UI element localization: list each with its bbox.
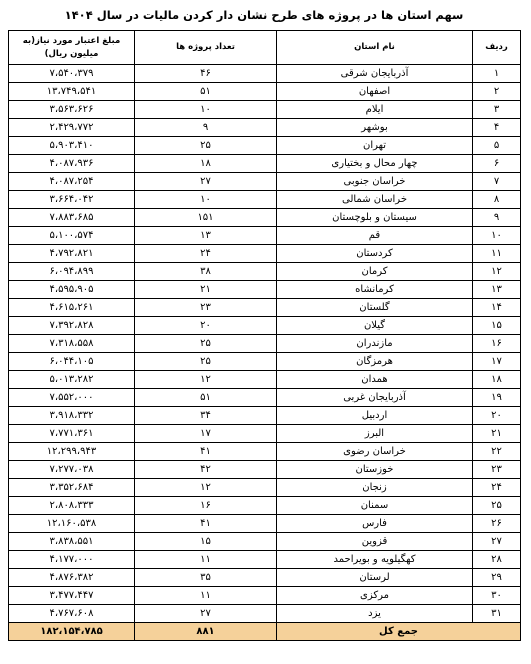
province-name: اصفهان [277,83,473,101]
table-row [9,497,521,515]
credit-amount: ۲،۸۰۸،۳۳۳ [9,497,135,515]
project-count: ۲۷ [135,605,277,623]
row-index: ۱۱ [473,245,521,263]
project-count: ۱۵ [135,533,277,551]
row-index: ۸ [473,191,521,209]
table-row [9,353,521,371]
credit-amount: ۷،۵۴۰،۳۷۹ [9,65,135,83]
table-row [9,407,521,425]
row-index: ۱۸ [473,371,521,389]
row-index: ۹ [473,209,521,227]
credit-amount: ۲،۴۲۹،۷۷۲ [9,119,135,137]
project-count: ۱۲ [135,479,277,497]
row-index: ۱۲ [473,263,521,281]
header-idx: ردیف [473,31,521,65]
province-name: سمنان [277,497,473,515]
credit-amount: ۴،۸۷۶،۳۸۲ [9,569,135,587]
row-index: ۱۰ [473,227,521,245]
table-row [9,335,521,353]
credit-amount: ۵،۰۱۳،۲۸۲ [9,371,135,389]
credit-amount: ۴،۱۷۷،۰۰۰ [9,551,135,569]
project-count: ۱۰ [135,191,277,209]
table-row [9,587,521,605]
row-index: ۲۷ [473,533,521,551]
table-row [9,551,521,569]
project-count: ۳۴ [135,407,277,425]
credit-amount: ۴،۷۹۲،۸۲۱ [9,245,135,263]
row-index: ۲۵ [473,497,521,515]
row-index: ۷ [473,173,521,191]
table-row [9,479,521,497]
project-count: ۹ [135,119,277,137]
table-row [9,155,521,173]
table-row [9,227,521,245]
credit-amount: ۶،۰۹۴،۸۹۹ [9,263,135,281]
table-row [9,209,521,227]
table-row [9,299,521,317]
table-row [9,281,521,299]
credit-amount: ۴،۰۸۷،۹۳۶ [9,155,135,173]
project-count: ۲۱ [135,281,277,299]
credit-amount: ۴،۶۱۵،۲۶۱ [9,299,135,317]
header-province: نام استان [277,31,473,65]
project-count: ۱۳ [135,227,277,245]
province-name: ایلام [277,101,473,119]
row-index: ۲۰ [473,407,521,425]
total-amount: ۱۸۲،۱۵۴،۷۸۵ [9,623,135,641]
project-count: ۲۵ [135,353,277,371]
credit-amount: ۷،۵۵۲،۰۰۰ [9,389,135,407]
total-label: جمع کل [277,623,521,641]
project-count: ۲۳ [135,299,277,317]
credit-amount: ۷،۳۹۲،۸۲۸ [9,317,135,335]
row-index: ۶ [473,155,521,173]
project-count: ۲۵ [135,335,277,353]
project-count: ۱۱ [135,551,277,569]
credit-amount: ۳،۳۵۲،۶۸۴ [9,479,135,497]
credit-amount: ۳،۴۷۷،۴۴۷ [9,587,135,605]
project-count: ۱۲ [135,371,277,389]
project-count: ۲۷ [135,173,277,191]
credit-amount: ۷،۸۸۳،۶۸۵ [9,209,135,227]
table-row [9,263,521,281]
row-index: ۵ [473,137,521,155]
province-name: مرکزی [277,587,473,605]
project-count: ۲۵ [135,137,277,155]
project-count: ۴۱ [135,443,277,461]
province-name: سیستان و بلوچستان [277,209,473,227]
project-count: ۱۶ [135,497,277,515]
province-name: زنجان [277,479,473,497]
province-name: همدان [277,371,473,389]
row-index: ۴ [473,119,521,137]
credit-amount: ۱۳،۷۴۹،۵۴۱ [9,83,135,101]
row-index: ۲ [473,83,521,101]
credit-amount: ۶،۰۴۴،۱۰۵ [9,353,135,371]
credit-amount: ۴،۵۹۵،۹۰۵ [9,281,135,299]
row-index: ۲۹ [473,569,521,587]
province-name: قم [277,227,473,245]
province-name: گیلان [277,317,473,335]
table-row [9,83,521,101]
province-name: تهران [277,137,473,155]
total-row [9,623,521,641]
province-name: لرستان [277,569,473,587]
row-index: ۱۹ [473,389,521,407]
row-index: ۲۸ [473,551,521,569]
province-name: اردبیل [277,407,473,425]
province-name: قزوین [277,533,473,551]
project-count: ۳۸ [135,263,277,281]
province-name: خراسان رضوی [277,443,473,461]
credit-amount: ۴،۰۸۷،۲۵۴ [9,173,135,191]
total-count: ۸۸۱ [135,623,277,641]
credit-amount: ۷،۳۱۸،۵۵۸ [9,335,135,353]
project-count: ۱۸ [135,155,277,173]
table-row [9,173,521,191]
province-name: کردستان [277,245,473,263]
table-body [9,65,521,641]
project-count: ۱۷ [135,425,277,443]
province-name: مازندران [277,335,473,353]
province-table [8,30,521,641]
row-index: ۱۷ [473,353,521,371]
credit-amount: ۳،۸۳۸،۵۵۱ [9,533,135,551]
credit-amount: ۷،۲۷۷،۰۳۸ [9,461,135,479]
project-count: ۵۱ [135,389,277,407]
credit-amount: ۵،۹۰۳،۴۱۰ [9,137,135,155]
province-name: یزد [277,605,473,623]
table-row [9,101,521,119]
row-index: ۱۳ [473,281,521,299]
credit-amount: ۳،۶۶۴،۰۴۲ [9,191,135,209]
row-index: ۲۳ [473,461,521,479]
header-amount: مبلغ اعتبار مورد نیاز(به میلیون ریال) [9,31,135,65]
table-row [9,389,521,407]
project-count: ۴۱ [135,515,277,533]
table-row [9,425,521,443]
credit-amount: ۱۲،۲۹۹،۹۴۳ [9,443,135,461]
table-title: سهم استان ها در پروژه های طرح نشان دار کردن مالیات در سال ۱۴۰۴ [64,8,464,22]
province-name: آذربایجان شرقی [277,65,473,83]
header-count: تعداد پروژه ها [135,31,277,65]
table-row [9,443,521,461]
header-row [9,31,521,65]
row-index: ۲۴ [473,479,521,497]
table-row [9,245,521,263]
province-name: کهگیلویه و بویراحمد [277,551,473,569]
table-row [9,515,521,533]
table-row [9,65,521,83]
project-count: ۱۰ [135,101,277,119]
table-row [9,137,521,155]
row-index: ۳۱ [473,605,521,623]
row-index: ۳۰ [473,587,521,605]
province-name: خراسان شمالی [277,191,473,209]
credit-amount: ۴،۷۶۷،۶۰۸ [9,605,135,623]
project-count: ۴۶ [135,65,277,83]
table-row [9,533,521,551]
row-index: ۱۶ [473,335,521,353]
row-index: ۱۴ [473,299,521,317]
row-index: ۲۶ [473,515,521,533]
project-count: ۴۲ [135,461,277,479]
credit-amount: ۳،۵۶۳،۶۲۶ [9,101,135,119]
project-count: ۱۵۱ [135,209,277,227]
province-name: خراسان جنوبی [277,173,473,191]
province-name: کرمان [277,263,473,281]
table-row [9,119,521,137]
province-name: آذربایجان غربی [277,389,473,407]
project-count: ۳۵ [135,569,277,587]
table-row [9,605,521,623]
province-name: البرز [277,425,473,443]
row-index: ۲۱ [473,425,521,443]
credit-amount: ۱۲،۱۶۰،۵۳۸ [9,515,135,533]
province-name: خوزستان [277,461,473,479]
row-index: ۱۵ [473,317,521,335]
province-name: هرمزگان [277,353,473,371]
credit-amount: ۵،۱۰۰،۵۷۴ [9,227,135,245]
project-count: ۱۱ [135,587,277,605]
table-row [9,191,521,209]
project-count: ۲۰ [135,317,277,335]
province-name: بوشهر [277,119,473,137]
credit-amount: ۳،۹۱۸،۳۳۲ [9,407,135,425]
province-name: کرمانشاه [277,281,473,299]
province-name: گلستان [277,299,473,317]
table-row [9,569,521,587]
project-count: ۵۱ [135,83,277,101]
table-row [9,317,521,335]
row-index: ۳ [473,101,521,119]
row-index: ۲۲ [473,443,521,461]
credit-amount: ۷،۷۷۱،۳۶۱ [9,425,135,443]
table-row [9,371,521,389]
project-count: ۲۴ [135,245,277,263]
province-name: فارس [277,515,473,533]
table-row [9,461,521,479]
row-index: ۱ [473,65,521,83]
province-name: چهار محال و بختیاری [277,155,473,173]
